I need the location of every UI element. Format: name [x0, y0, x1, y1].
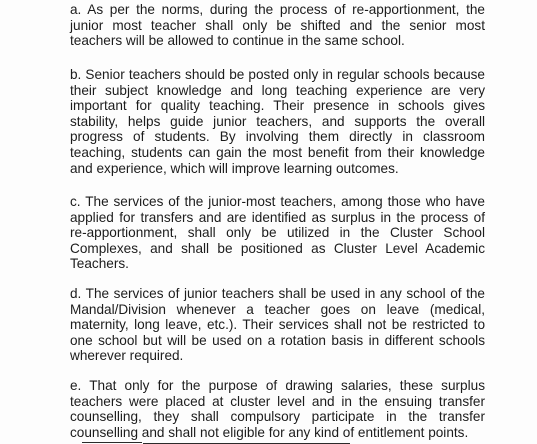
paragraph-b: b. Senior teachers should be posted only in regular schools because their subject knowledge and long teaching experience are very important for quality teaching. Their presence in schools gives stability, helps guide junior teachers, and supports the overall progress of students. By involving them directly in classroom teaching, students can gain the most benefit from their knowledge and experience, which will improve learning outcomes.	[70, 67, 485, 176]
paragraph-e: e. That only for the purpose of drawing salaries, these surplus teachers were placed at cluster level and in the ensuing transfer counselling, they shall compulsory participate in the transfer counselling and shall not eligible for any kind of entitlement points.	[70, 378, 485, 440]
paragraph-c: c. The services of the junior-most teachers, among those who have applied for transfers and are identified as surplus in the process of re-apportionment, shall only be utilized in the Cluster School Complexes, and shall be positioned as Cluster Level Academic Teachers.	[70, 194, 485, 272]
handwritten-underline-left	[82, 442, 142, 443]
paragraph-d: d. The services of junior teachers shall be used in any school of the Mandal/Division whenever a teacher goes on leave (medical, maternity, long leave, etc.). Their services shall not be restricted to one school but will be used on a rotation basis in different schools wherever required.	[70, 286, 485, 364]
paragraph-a: a. As per the norms, during the process of re-apportionment, the junior most teacher shall only be shifted and the senior most teachers will be allowed to continue in the same school.	[70, 2, 485, 49]
